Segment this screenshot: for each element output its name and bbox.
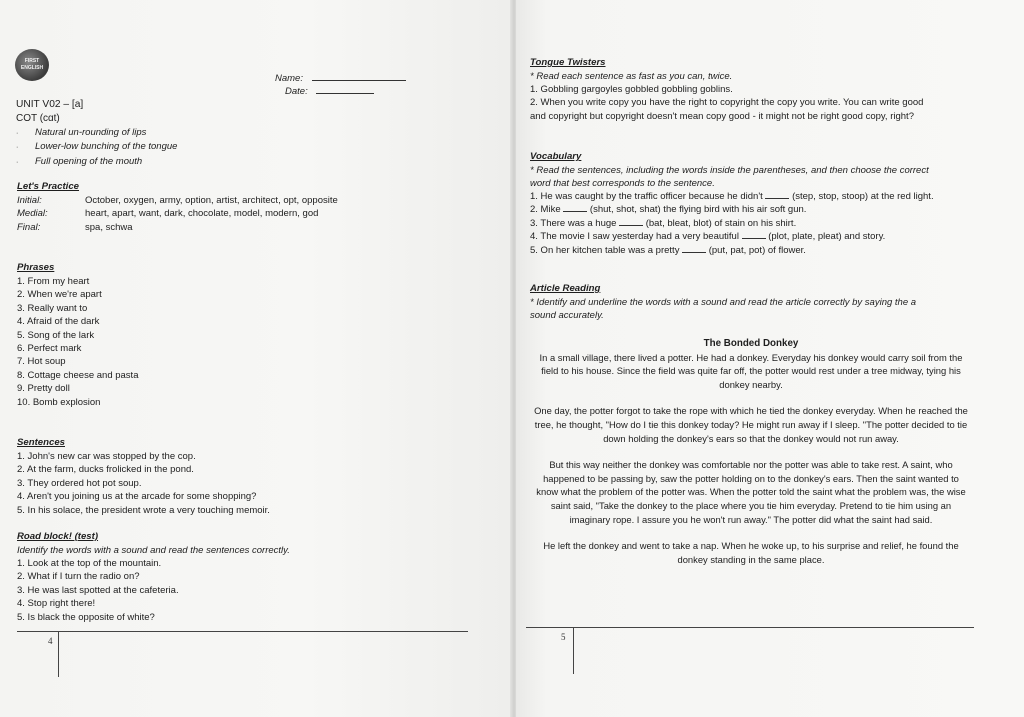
- article-instruction-2: sound accurately.: [530, 310, 604, 321]
- list-item: 6. Perfect mark: [17, 343, 82, 355]
- roadblock-list: [17, 557, 179, 624]
- list-item: 2. When you write copy you have the right to copyright the copy you write. You can write good: [530, 97, 924, 109]
- logo-line-1: FIRST: [24, 58, 40, 64]
- practice-row-final: Final: spa, schwa: [17, 221, 133, 233]
- vocabulary-list: [530, 190, 934, 257]
- article-paragraph: In a small village, there lived a potter. He had a donkey. Everyday his donkey would carry soil from the field to his house. Since the field was quite far off, the potter would rest under a tree midway, tying his donkey nearby.: [539, 351, 963, 390]
- school-logo: [15, 49, 49, 81]
- practice-row-initial: Initial: October, oxygen, army, option, artist, architect, opt, opposite: [17, 195, 338, 206]
- list-item: 10. Bomb explosion: [17, 396, 101, 408]
- list-item: 3. Really want to: [17, 302, 88, 314]
- sentences-heading: Sentences: [17, 437, 65, 448]
- list-item: 3. They ordered hot pot soup.: [17, 477, 142, 489]
- list-item: 2. At the farm, ducks frolicked in the pond.: [17, 464, 194, 476]
- vocabulary-instruction-2: word that best corresponds to the sentence.: [530, 178, 715, 189]
- list-item: 3. He was last spotted at the cafeteria.: [17, 584, 179, 596]
- page-number: 5: [561, 632, 566, 642]
- list-item: 4. Afraid of the dark: [17, 316, 100, 328]
- date-blank: [316, 93, 374, 94]
- list-item: 7. Hot soup: [17, 356, 66, 368]
- article-title: The Bonded Donkey: [703, 338, 799, 349]
- page-number: 4: [48, 636, 53, 646]
- articulation-features: [16, 126, 177, 169]
- name-label: Name:: [275, 73, 303, 84]
- list-item: 1. Look at the top of the mountain.: [17, 558, 162, 569]
- date-field: [285, 85, 374, 98]
- article-body: [532, 337, 970, 566]
- feature-item: · Lower-low bunching of the tongue: [16, 141, 178, 153]
- cot-label: COT (cɑt): [16, 113, 60, 124]
- name-blank: [312, 80, 406, 81]
- list-item: 8. Cottage cheese and pasta: [17, 369, 139, 381]
- practice-row-medial: Medial: heart, apart, want, dark, chocolate, model, modern, god: [17, 208, 319, 220]
- tongue-twisters-list: [530, 83, 923, 123]
- phrases-list: [17, 275, 138, 409]
- list-item: 2. When we're apart: [17, 289, 102, 301]
- list-item: 5. Song of the lark: [17, 329, 95, 341]
- list-item: 2. What if I turn the radio on?: [17, 571, 140, 583]
- right-page: [516, 0, 1024, 717]
- list-item: 1. He was caught by the traffic officer because he didn't (step, stop, stoop) at the red light.: [530, 191, 934, 202]
- vocabulary-heading: Vocabulary: [530, 151, 582, 162]
- article-instruction-1: * Identify and underline the words with a sound and read the article correctly by saying the a: [530, 297, 917, 308]
- name-field: [275, 72, 406, 85]
- list-item: 1. Gobbling gargoyles gobbled gobbling goblins.: [530, 84, 733, 95]
- footer-divider: [573, 627, 574, 674]
- footer-rule: [17, 631, 468, 632]
- date-label: Date:: [285, 86, 308, 97]
- article-heading: Article Reading: [530, 283, 601, 294]
- practice-heading: Let's Practice: [17, 181, 80, 192]
- phrases-heading: Phrases: [17, 262, 55, 273]
- feature-item: · Natural un-rounding of lips: [16, 127, 147, 138]
- list-item: 4. Aren't you joining us at the arcade for some shopping?: [17, 491, 257, 503]
- article-paragraph: One day, the potter forgot to take the rope with which he tied the donkey everyday. When he reached the tree, he thought, "How do I tie this donkey today? He might run away if I sleep. "The potter decided to tie down holding the donkey's ears so that the donkey would not run away.: [534, 405, 968, 444]
- list-item: 4. The movie I saw yesterday had a very beautiful (plot, plate, pleat) and story.: [530, 231, 886, 243]
- article-paragraph: But this way neither the donkey was comfortable nor the potter was able to take rest. A saint, who happened to be passing by, saw the potter holding on to the donkey's ears. Then the saint wanted to know what the problem of the potter was. When the potter told the saint what the problem was, the wise saint said, "Take the donkey to the place where you tie him everyday. Pretend to tie him using an imaginary rope. I assure you he won't run away." The potter did what the saint had said.: [536, 459, 966, 525]
- logo-line-2: ENGLISH: [20, 65, 44, 71]
- list-item: 2. Mike (shut, shot, shat) the flying bird with his air soft gun.: [530, 204, 807, 216]
- tongue-twisters-heading: Tongue Twisters: [530, 57, 606, 68]
- feature-item: · Full opening of the mouth: [16, 155, 143, 167]
- list-item: 1. John's new car was stopped by the cop.: [17, 451, 196, 462]
- roadblock-instruction: Identify the words with a sound and read the sentences correctly.: [17, 545, 290, 556]
- vocabulary-instruction-1: * Read the sentences, including the words inside the parentheses, and then choose the correct: [530, 165, 929, 176]
- practice-table: [17, 194, 338, 234]
- list-item: 5. Is black the opposite of white?: [17, 611, 155, 623]
- list-item: 9. Pretty doll: [17, 383, 70, 395]
- footer-rule: [526, 627, 974, 628]
- roadblock-heading: Road block! (test): [17, 531, 99, 542]
- list-item: 5. In his solace, the president wrote a very touching memoir.: [17, 504, 270, 516]
- list-item: 3. There was a huge (bat, bleat, blot) of stain on his shirt.: [530, 217, 797, 229]
- list-item: 5. On her kitchen table was a pretty (put, pat, pot) of flower.: [530, 244, 806, 256]
- list-item: and copyright but copyright doesn't mean copy good - it might not be right good copy, right?: [530, 110, 914, 122]
- list-item: 4. Stop right there!: [17, 598, 96, 610]
- unit-title: UNIT V02 – [a]: [16, 99, 84, 110]
- tongue-twisters-instruction: * Read each sentence as fast as you can, twice.: [530, 71, 733, 82]
- list-item: 1. From my heart: [17, 276, 90, 287]
- sentences-list: [17, 450, 270, 517]
- article-paragraph: He left the donkey and went to take a nap. When he woke up, to his surprise and relief, he found the donkey standing in the same place.: [543, 540, 959, 565]
- footer-divider: [58, 631, 59, 677]
